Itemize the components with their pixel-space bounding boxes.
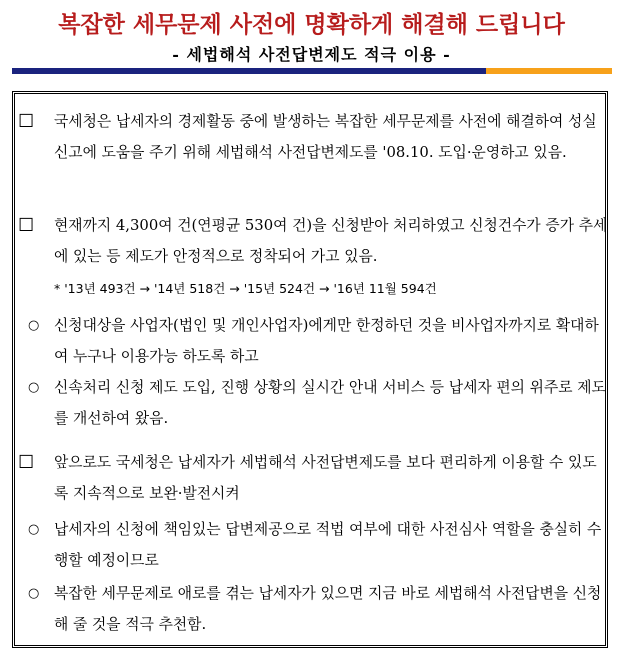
square-bullet-icon: ☐ <box>18 215 35 236</box>
divider-orange-segment <box>486 68 612 74</box>
paragraph-1-text: 국세청은 납세자의 경제활동 중에 발생하는 복잡한 세무문제를 사전에 해결하여 성실신고에 도움을 주기 위해 세법해석 사전답변제도를 '08.10. 도입·운영하고 있음. <box>54 113 597 161</box>
paragraph-6-text: 납세자의 신청에 책임있는 답변제공으로 적법 여부에 대한 사전심사 역할을 충실히 수행할 예정이므로 <box>54 521 602 569</box>
paragraph-2 <box>18 210 608 272</box>
square-bullet-icon: ☐ <box>18 111 35 132</box>
paragraph-7 <box>18 578 608 640</box>
paragraph-2-text: 현재까지 4,300여 건(연평균 530여 건)을 신청받아 처리하였고 신청건수가 증가 추세에 있는 등 제도가 안정적으로 정착되어 가고 있음. <box>54 217 608 265</box>
circle-bullet-icon: ○ <box>28 522 40 537</box>
paragraph-5-text: 앞으로도 국세청은 납세자가 세법해석 사전답변제도를 보다 편리하게 이용할 수 있도록 지속적으로 보완·발전시켜 <box>54 454 597 502</box>
circle-bullet-icon: ○ <box>28 380 40 395</box>
divider-blue-segment <box>12 68 486 74</box>
paragraph-1 <box>18 106 608 168</box>
paragraph-3-text: 신청대상을 사업자(법인 및 개인사업자)에게만 한정하던 것을 비사업자까지로 확대하여 누구나 이용가능 하도록 하고 <box>54 317 599 365</box>
title-divider-bar <box>12 68 612 74</box>
paragraph-4-text: 신속처리 신청 제도 도입, 진행 상황의 실시간 안내 서비스 등 납세자 편의 위주로 제도를 개선하여 왔음. <box>54 379 606 427</box>
paragraph-4 <box>18 372 608 434</box>
page-title: 복잡한 세무문제 사전에 명확하게 해결해 드립니다 <box>58 12 565 38</box>
paragraph-6 <box>18 514 608 576</box>
circle-bullet-icon: ○ <box>28 318 40 333</box>
circle-bullet-icon: ○ <box>28 586 40 601</box>
paragraph-7-text: 복잡한 세무문제로 애로를 겪는 납세자가 있으면 지금 바로 세법해석 사전답변을 신청해 줄 것을 적극 추천함. <box>54 585 602 633</box>
paragraph-5 <box>18 447 608 509</box>
statistics-note: * '13년 493건 → '14년 518건 → '15년 524건 → '16년 11월 594건 <box>54 281 437 296</box>
paragraph-3 <box>18 310 608 372</box>
square-bullet-icon: ☐ <box>18 452 35 473</box>
page-subtitle: - 세법해석 사전답변제도 적극 이용 - <box>172 45 451 64</box>
